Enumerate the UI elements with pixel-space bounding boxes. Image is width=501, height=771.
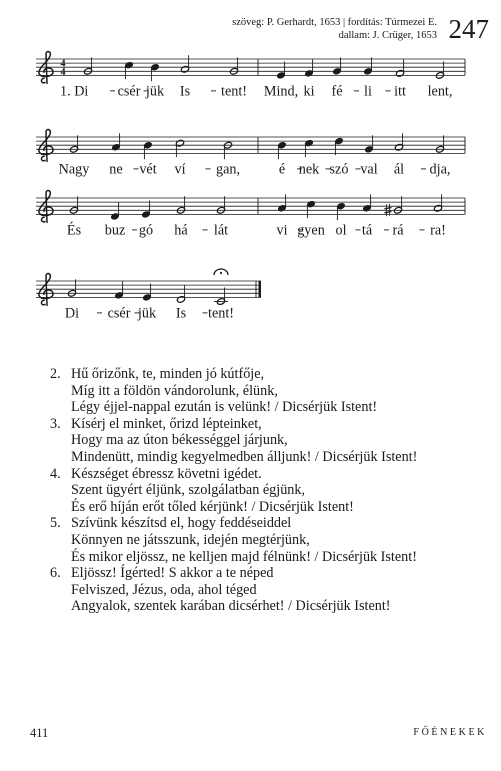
lyric-syllable: ol: [335, 222, 347, 239]
sharp-sign: [385, 208, 392, 209]
lyric-syllable: tá: [361, 222, 373, 239]
time-signature-top: 4: [60, 58, 66, 70]
verse-line: Hű őrizőnk, te, minden jó kútfője,: [71, 366, 265, 382]
lyric-syllable: tent!: [221, 83, 247, 100]
lyric-syllable: Nagy: [58, 161, 90, 178]
verse-line: Míg itt a földön vándorolunk, élünk,: [71, 382, 278, 399]
lyric-syllable: rá: [392, 222, 404, 239]
verse-line: Kísérj el minket, őrizd lépteinket,: [71, 415, 262, 432]
lyric-syllable: Mind,: [263, 83, 299, 100]
verse: [50, 515, 490, 565]
lyric-syllable: tent!: [208, 305, 234, 322]
section-title: FŐÉNEKEK: [413, 727, 487, 738]
verse-line: Hogy ma az úton békességgel járjunk,: [71, 432, 288, 449]
lyric-syllable: fé: [331, 83, 343, 100]
page-number: 411: [30, 726, 49, 740]
lyric-syllable: buz: [104, 222, 126, 239]
lyric-syllable: itt: [394, 83, 406, 100]
verse-line: És erő híján erőt tőled kérjünk! / Dicsérjük Istent!: [71, 498, 354, 515]
sharp-sign: [385, 212, 392, 213]
verse-line: Készséget ébressz követni igédet.: [71, 465, 262, 482]
lyric-syllable: lát: [213, 222, 229, 239]
verse-number: 3.: [50, 415, 61, 432]
verse-line: Légy éjjel-nappal ezután is velünk! / Dicsérjük Istent!: [71, 399, 378, 416]
verse-line: Eljössz! Ígérted! S akkor a te néped: [71, 565, 274, 582]
fermata-dot: [220, 272, 222, 274]
verse-number: 5.: [50, 515, 61, 532]
lyric-syllable: há: [174, 222, 188, 239]
lyric-syllable: jük: [145, 83, 165, 100]
lyric-syllable: szó: [329, 161, 349, 178]
verses: [50, 366, 490, 615]
lyric-syllable: gan,: [215, 161, 241, 178]
lyric-syllable: ki: [303, 83, 315, 100]
lyric-syllable: vi: [276, 222, 288, 239]
lyric-syllable: ne: [109, 161, 123, 178]
lyric-syllable: csér: [107, 305, 131, 322]
lyric-syllable: vét: [139, 161, 157, 178]
verse-line: Könnyen ne játsszunk, idején megtérjünk,: [71, 531, 310, 548]
verse: [50, 565, 490, 615]
lyric-syllable: ra!: [430, 222, 446, 239]
lyric-syllable: val: [360, 161, 378, 178]
music-score: [0, 0, 501, 350]
verse-line: Felviszed, Jézus, oda, ahol téged: [71, 581, 257, 598]
verse-line: Szent ügyért éljünk, szolgálatban égjünk,: [71, 482, 306, 499]
lyric-syllable: És: [66, 222, 82, 239]
lyric-syllable: 1. Di: [60, 83, 89, 100]
verse-line: Mindenütt, mindig kegyelmedben álljunk! / Dicsérjük Istent!: [71, 448, 418, 465]
lyric-syllable: jük: [137, 305, 157, 322]
verse-number: 4.: [50, 465, 61, 482]
lyric-syllable: ál: [393, 161, 405, 178]
text-credit: szöveg: P. Gerhardt, 1653 | fordítás: Túrmezei E.: [232, 17, 437, 28]
verse-line: Szívünk készítsd el, hogy feddéseiddel: [71, 515, 292, 532]
lyric-syllable: csér: [117, 83, 141, 100]
tune-credit: dallam: J. Crüger, 1653: [338, 30, 437, 41]
lyric-syllable: lent,: [427, 83, 453, 100]
hymn-number: 247: [448, 14, 489, 44]
final-barline: [259, 281, 262, 297]
verse-line: És mikor eljössz, ne kelljen majd félnünk! / Dicsérjük Istent!: [71, 548, 417, 565]
lyric-syllable: dja,: [429, 161, 451, 178]
time-signature-bottom: 4: [60, 66, 66, 78]
lyric-syllable: Is: [175, 305, 187, 322]
verse-line: Angyalok, szentek karában dicsérhet! / Dicsérjük Istent!: [71, 598, 391, 615]
lyric-syllable: li: [364, 83, 372, 100]
verse: [50, 466, 490, 516]
verse-number: 2.: [50, 366, 61, 382]
lyric-syllable: nek: [298, 161, 320, 178]
verse-number: 6.: [50, 565, 61, 582]
lyric-syllable: Di: [64, 305, 80, 322]
lyric-syllable: gyen: [297, 222, 325, 239]
verse: [50, 366, 490, 416]
lyric-syllable: gó: [138, 222, 154, 239]
lyric-syllable: ví: [174, 161, 186, 178]
lyric-syllable: é: [278, 161, 286, 178]
verse: [50, 416, 490, 466]
lyric-syllable: Is: [179, 83, 191, 100]
